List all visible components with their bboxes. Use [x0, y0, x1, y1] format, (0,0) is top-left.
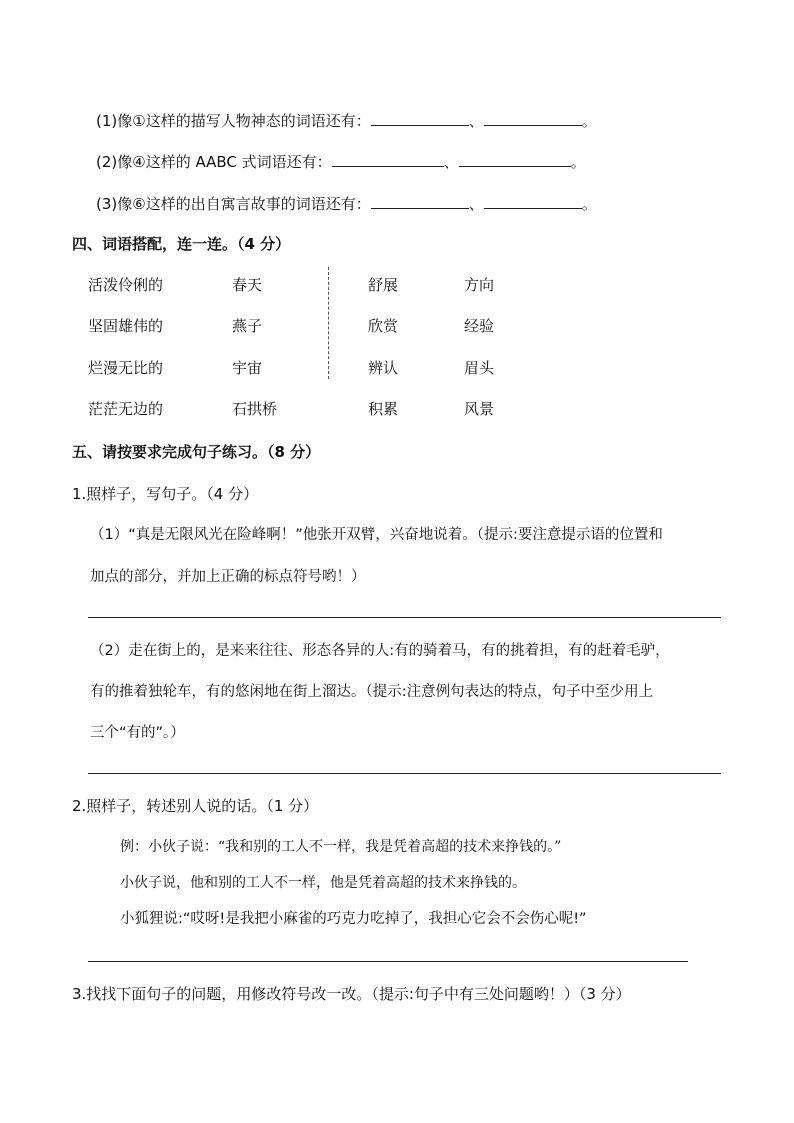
answer-blank[interactable] — [332, 152, 444, 167]
match-left-target[interactable]: 宇宙 — [232, 359, 263, 377]
fill-item-3-text: (3)像⑥这样的出自寓言故事的词语还有： — [96, 195, 371, 213]
answer-blank[interactable] — [459, 152, 571, 167]
period: 。 — [570, 153, 586, 171]
section5-title: 五、请按要求完成句子练习。（8 分） — [72, 443, 321, 461]
q1-sub2-prompt: （2）走在街上的，是来来往往、形态各异的人:有的骑着马，有的挑着担，有的赶着毛驴， — [90, 643, 670, 659]
match-right-target[interactable]: 经验 — [464, 317, 495, 335]
match-left-target[interactable]: 春天 — [232, 276, 263, 294]
match-right-word[interactable]: 舒展 — [368, 276, 399, 294]
match-left-word[interactable]: 活泼伶俐的 — [88, 276, 164, 294]
separator: 、 — [468, 112, 484, 130]
match-right-target[interactable]: 方向 — [464, 276, 495, 294]
fill-item-2-text: (2)像④这样的 AABC 式词语还有： — [96, 153, 332, 171]
fill-item-3 — [96, 193, 597, 214]
q1-sub1-prompt: （1）“真是无限风光在险峰啊！”他张开双臂，兴奋地说着。（提示:要注意提示语的位置和 — [90, 527, 663, 543]
q1-sub2-prompt: 三个“有的”。） — [90, 725, 185, 741]
answer-line[interactable] — [88, 773, 721, 774]
divider-line — [328, 267, 329, 379]
q2-example-quote: 例：小伙子说：“我和别的工人不一样，我是凭着高超的技术来挣钱的。” — [120, 839, 562, 855]
match-left-target[interactable]: 石拱桥 — [232, 400, 278, 418]
separator: 、 — [468, 195, 484, 213]
q2-heading: 2.照样子，转述别人说的话。（1 分） — [72, 797, 319, 815]
period: 。 — [581, 112, 597, 130]
q2-example-reported: 小伙子说，他和别的工人不一样，他是凭着高超的技术来挣钱的。 — [120, 875, 526, 891]
match-left-word[interactable]: 坚固雄伟的 — [88, 317, 164, 335]
q3-heading: 3.找找下面句子的问题，用修改符号改一改。（提示:句子中有三处问题哟！）（3 分） — [72, 985, 631, 1003]
q1-sub1-prompt: 加点的部分，并加上正确的标点符号哟！） — [90, 569, 366, 585]
q2-task: 小狐狸说:“哎呀!是我把小麻雀的巧克力吃掉了，我担心它会不会伤心呢!” — [120, 911, 587, 927]
match-left-target[interactable]: 燕子 — [232, 317, 263, 335]
answer-blank[interactable] — [371, 111, 469, 126]
fill-item-1 — [96, 110, 597, 131]
period: 。 — [581, 195, 597, 213]
match-left-word[interactable]: 茫茫无边的 — [88, 400, 164, 418]
match-left-word[interactable]: 烂漫无比的 — [88, 359, 164, 377]
match-right-target[interactable]: 风景 — [464, 400, 495, 418]
answer-line[interactable] — [88, 961, 688, 962]
answer-line[interactable] — [88, 617, 721, 618]
separator: 、 — [443, 153, 459, 171]
q1-sub2-prompt: 有的推着独轮车，有的悠闲地在街上溜达。（提示:注意例句表达的特点，句子中至少用上 — [90, 684, 654, 700]
match-right-target[interactable]: 眉头 — [464, 359, 495, 377]
match-right-word[interactable]: 辨认 — [368, 359, 399, 377]
fill-item-2 — [96, 151, 586, 172]
match-right-word[interactable]: 欣赏 — [368, 317, 399, 335]
section4-title: 四、词语搭配，连一连。（4 分） — [72, 235, 291, 253]
answer-blank[interactable] — [484, 111, 582, 126]
answer-blank[interactable] — [371, 194, 469, 209]
match-right-word[interactable]: 积累 — [368, 400, 399, 418]
answer-blank[interactable] — [484, 194, 582, 209]
fill-item-1-text: (1)像①这样的描写人物神态的词语还有： — [96, 112, 371, 130]
q1-heading: 1.照样子，写句子。（4 分） — [72, 485, 259, 503]
